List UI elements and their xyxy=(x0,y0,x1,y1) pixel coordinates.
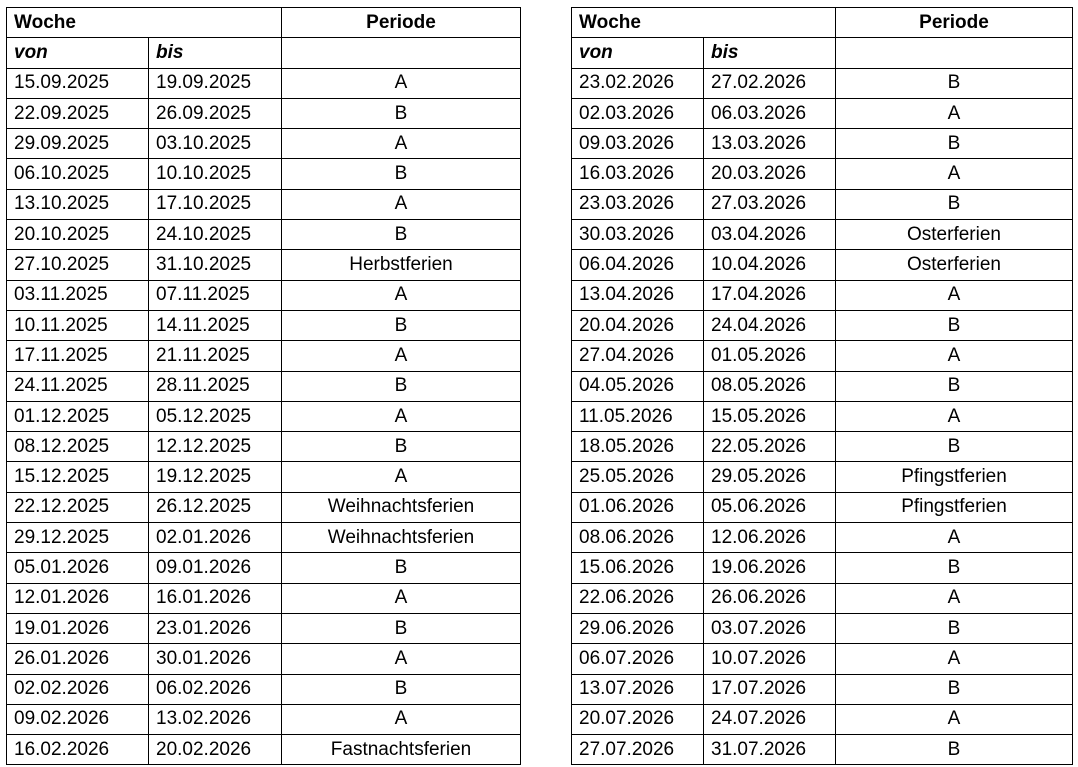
bis-cell: 17.07.2026 xyxy=(704,674,836,704)
von-cell: 01.06.2026 xyxy=(572,492,704,522)
von-cell: 13.10.2025 xyxy=(7,189,149,219)
table-row xyxy=(572,704,1073,734)
table-row xyxy=(7,98,521,128)
von-cell: 22.12.2025 xyxy=(7,492,149,522)
table-row xyxy=(7,462,521,492)
bis-cell: 30.01.2026 xyxy=(149,644,282,674)
von-cell: 15.12.2025 xyxy=(7,462,149,492)
bis-cell: 06.02.2026 xyxy=(149,674,282,704)
table-row xyxy=(572,553,1073,583)
table-row xyxy=(7,250,521,280)
periode-cell: A xyxy=(836,523,1073,553)
von-cell: 15.09.2025 xyxy=(7,68,149,98)
table-row xyxy=(7,704,521,734)
bis-cell: 19.09.2025 xyxy=(149,68,282,98)
periode-cell: A xyxy=(836,159,1073,189)
bis-cell: 10.10.2025 xyxy=(149,159,282,189)
table-row xyxy=(572,462,1073,492)
table-row xyxy=(7,310,521,340)
schedule-body-right xyxy=(572,68,1073,765)
bis-cell: 10.07.2026 xyxy=(704,644,836,674)
bis-cell: 10.04.2026 xyxy=(704,250,836,280)
von-cell: 24.11.2025 xyxy=(7,371,149,401)
von-cell: 12.01.2026 xyxy=(7,583,149,613)
bis-cell: 03.07.2026 xyxy=(704,613,836,643)
header-row xyxy=(7,8,521,38)
periode-cell: A xyxy=(282,583,521,613)
subheader-row xyxy=(572,38,1073,68)
bis-cell: 27.03.2026 xyxy=(704,189,836,219)
table-row xyxy=(572,159,1073,189)
bis-cell: 21.11.2025 xyxy=(149,341,282,371)
bis-cell: 12.06.2026 xyxy=(704,523,836,553)
bis-cell: 26.09.2025 xyxy=(149,98,282,128)
periode-cell: A xyxy=(282,704,521,734)
bis-cell: 31.07.2026 xyxy=(704,735,836,765)
table-row xyxy=(7,613,521,643)
periode-cell: B xyxy=(282,159,521,189)
periode-cell: Herbstferien xyxy=(282,250,521,280)
table-row xyxy=(572,735,1073,765)
von-cell: 13.04.2026 xyxy=(572,280,704,310)
table-row xyxy=(572,280,1073,310)
periode-cell: A xyxy=(836,583,1073,613)
von-cell: 22.06.2026 xyxy=(572,583,704,613)
periode-cell: A xyxy=(282,644,521,674)
table-row xyxy=(7,401,521,431)
table-row xyxy=(7,129,521,159)
von-cell: 23.02.2026 xyxy=(572,68,704,98)
table-row xyxy=(572,129,1073,159)
periode-cell: B xyxy=(836,735,1073,765)
bis-cell: 20.02.2026 xyxy=(149,735,282,765)
bis-cell: 06.03.2026 xyxy=(704,98,836,128)
periode-cell: B xyxy=(836,613,1073,643)
von-cell: 03.11.2025 xyxy=(7,280,149,310)
table-row xyxy=(572,583,1073,613)
table-row xyxy=(7,553,521,583)
von-cell: 04.05.2026 xyxy=(572,371,704,401)
bis-cell: 19.06.2026 xyxy=(704,553,836,583)
table-row xyxy=(7,583,521,613)
bis-cell: 22.05.2026 xyxy=(704,432,836,462)
table-row xyxy=(7,735,521,765)
periode-cell: B xyxy=(836,129,1073,159)
periode-cell: Weihnachtsferien xyxy=(282,492,521,522)
table-row xyxy=(7,220,521,250)
periode-cell: A xyxy=(282,401,521,431)
table-row xyxy=(572,98,1073,128)
bis-cell: 08.05.2026 xyxy=(704,371,836,401)
bis-cell: 17.10.2025 xyxy=(149,189,282,219)
von-cell: 17.11.2025 xyxy=(7,341,149,371)
bis-cell: 16.01.2026 xyxy=(149,583,282,613)
von-cell: 01.12.2025 xyxy=(7,401,149,431)
periode-cell: B xyxy=(836,68,1073,98)
table-row xyxy=(7,280,521,310)
von-cell: 27.10.2025 xyxy=(7,250,149,280)
table-row xyxy=(7,492,521,522)
schedule-table-left xyxy=(6,7,521,765)
table-row xyxy=(572,644,1073,674)
periode-cell: B xyxy=(282,432,521,462)
von-cell: 20.07.2026 xyxy=(572,704,704,734)
von-cell: 23.03.2026 xyxy=(572,189,704,219)
bis-cell: 29.05.2026 xyxy=(704,462,836,492)
von-header: von xyxy=(7,38,149,68)
von-cell: 09.03.2026 xyxy=(572,129,704,159)
von-cell: 29.09.2025 xyxy=(7,129,149,159)
von-cell: 15.06.2026 xyxy=(572,553,704,583)
periode-cell: A xyxy=(282,189,521,219)
table-row xyxy=(7,644,521,674)
table-row xyxy=(7,189,521,219)
von-cell: 11.05.2026 xyxy=(572,401,704,431)
von-cell: 22.09.2025 xyxy=(7,98,149,128)
periode-cell: B xyxy=(282,220,521,250)
periode-cell: A xyxy=(836,401,1073,431)
table-row xyxy=(572,220,1073,250)
table-row xyxy=(572,68,1073,98)
periode-cell: Fastnachtsferien xyxy=(282,735,521,765)
schedule-table-right xyxy=(571,7,1073,765)
von-cell: 10.11.2025 xyxy=(7,310,149,340)
periode-cell: A xyxy=(836,644,1073,674)
table-row xyxy=(572,310,1073,340)
periode-cell: B xyxy=(282,674,521,704)
periode-cell: B xyxy=(836,553,1073,583)
bis-cell: 12.12.2025 xyxy=(149,432,282,462)
periode-cell: A xyxy=(282,280,521,310)
table-row xyxy=(572,341,1073,371)
von-cell: 06.10.2025 xyxy=(7,159,149,189)
periode-cell: Osterferien xyxy=(836,250,1073,280)
von-header: von xyxy=(572,38,704,68)
von-cell: 19.01.2026 xyxy=(7,613,149,643)
table-row xyxy=(7,674,521,704)
bis-cell: 03.04.2026 xyxy=(704,220,836,250)
periode-cell: B xyxy=(282,613,521,643)
woche-header: Woche xyxy=(572,8,704,38)
periode-cell: A xyxy=(282,462,521,492)
bis-cell: 23.01.2026 xyxy=(149,613,282,643)
bis-cell: 28.11.2025 xyxy=(149,371,282,401)
table-row xyxy=(572,250,1073,280)
periode-cell: A xyxy=(836,704,1073,734)
von-cell: 25.05.2026 xyxy=(572,462,704,492)
woche-header-spacer xyxy=(149,8,282,38)
periode-cell: A xyxy=(282,68,521,98)
table-row xyxy=(7,371,521,401)
von-cell: 08.12.2025 xyxy=(7,432,149,462)
von-cell: 20.10.2025 xyxy=(7,220,149,250)
von-cell: 06.04.2026 xyxy=(572,250,704,280)
table-row xyxy=(572,492,1073,522)
von-cell: 08.06.2026 xyxy=(572,523,704,553)
table-row xyxy=(572,189,1073,219)
bis-cell: 01.05.2026 xyxy=(704,341,836,371)
subheader-row xyxy=(7,38,521,68)
periode-cell: A xyxy=(282,129,521,159)
periode-cell: B xyxy=(282,371,521,401)
table-row xyxy=(7,341,521,371)
table-row xyxy=(572,523,1073,553)
bis-cell: 02.01.2026 xyxy=(149,523,282,553)
periode-cell: Pfingstferien xyxy=(836,492,1073,522)
von-cell: 29.12.2025 xyxy=(7,523,149,553)
bis-cell: 13.02.2026 xyxy=(149,704,282,734)
von-cell: 30.03.2026 xyxy=(572,220,704,250)
bis-cell: 05.06.2026 xyxy=(704,492,836,522)
periode-subheader-empty xyxy=(836,38,1073,68)
von-cell: 27.04.2026 xyxy=(572,341,704,371)
table-row xyxy=(572,401,1073,431)
bis-cell: 31.10.2025 xyxy=(149,250,282,280)
schedule-body-left xyxy=(7,68,521,765)
table-row xyxy=(572,674,1073,704)
bis-cell: 20.03.2026 xyxy=(704,159,836,189)
periode-subheader-empty xyxy=(282,38,521,68)
von-cell: 02.02.2026 xyxy=(7,674,149,704)
periode-cell: A xyxy=(282,341,521,371)
table-row xyxy=(7,68,521,98)
bis-cell: 15.05.2026 xyxy=(704,401,836,431)
von-cell: 05.01.2026 xyxy=(7,553,149,583)
periode-cell: B xyxy=(836,674,1073,704)
periode-cell: Pfingstferien xyxy=(836,462,1073,492)
periode-header: Periode xyxy=(282,8,521,38)
header-row xyxy=(572,8,1073,38)
periode-cell: Osterferien xyxy=(836,220,1073,250)
von-cell: 18.05.2026 xyxy=(572,432,704,462)
von-cell: 29.06.2026 xyxy=(572,613,704,643)
periode-cell: B xyxy=(282,553,521,583)
von-cell: 13.07.2026 xyxy=(572,674,704,704)
bis-cell: 24.10.2025 xyxy=(149,220,282,250)
woche-header: Woche xyxy=(7,8,149,38)
table-row xyxy=(572,432,1073,462)
periode-cell: A xyxy=(836,341,1073,371)
table-row xyxy=(7,159,521,189)
bis-cell: 17.04.2026 xyxy=(704,280,836,310)
bis-cell: 13.03.2026 xyxy=(704,129,836,159)
bis-cell: 03.10.2025 xyxy=(149,129,282,159)
von-cell: 06.07.2026 xyxy=(572,644,704,674)
bis-cell: 05.12.2025 xyxy=(149,401,282,431)
periode-cell: B xyxy=(836,310,1073,340)
table-row xyxy=(7,523,521,553)
von-cell: 20.04.2026 xyxy=(572,310,704,340)
bis-header: bis xyxy=(704,38,836,68)
periode-cell: B xyxy=(836,189,1073,219)
periode-cell: B xyxy=(836,432,1073,462)
periode-cell: Weihnachtsferien xyxy=(282,523,521,553)
von-cell: 16.02.2026 xyxy=(7,735,149,765)
bis-cell: 26.06.2026 xyxy=(704,583,836,613)
table-row xyxy=(572,613,1073,643)
woche-header-spacer xyxy=(704,8,836,38)
periode-cell: A xyxy=(836,280,1073,310)
von-cell: 02.03.2026 xyxy=(572,98,704,128)
von-cell: 27.07.2026 xyxy=(572,735,704,765)
von-cell: 26.01.2026 xyxy=(7,644,149,674)
bis-cell: 09.01.2026 xyxy=(149,553,282,583)
periode-cell: B xyxy=(282,98,521,128)
von-cell: 16.03.2026 xyxy=(572,159,704,189)
bis-cell: 14.11.2025 xyxy=(149,310,282,340)
periode-cell: B xyxy=(282,310,521,340)
periode-cell: B xyxy=(836,371,1073,401)
von-cell: 09.02.2026 xyxy=(7,704,149,734)
bis-cell: 27.02.2026 xyxy=(704,68,836,98)
bis-header: bis xyxy=(149,38,282,68)
bis-cell: 07.11.2025 xyxy=(149,280,282,310)
bis-cell: 19.12.2025 xyxy=(149,462,282,492)
periode-header: Periode xyxy=(836,8,1073,38)
table-row xyxy=(7,432,521,462)
periode-cell: A xyxy=(836,98,1073,128)
table-row xyxy=(572,371,1073,401)
bis-cell: 24.07.2026 xyxy=(704,704,836,734)
bis-cell: 24.04.2026 xyxy=(704,310,836,340)
bis-cell: 26.12.2025 xyxy=(149,492,282,522)
